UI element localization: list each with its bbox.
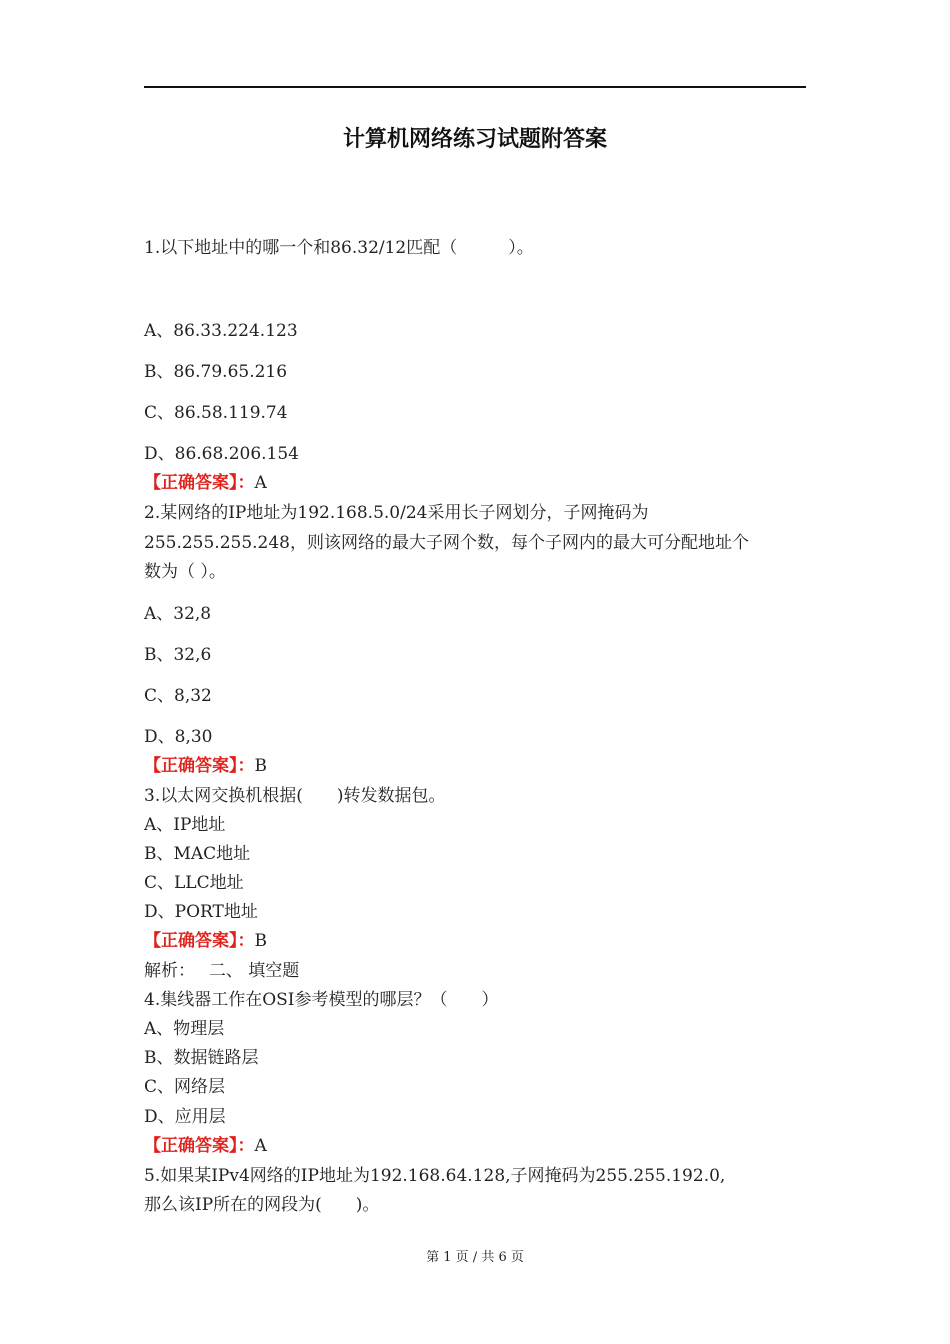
question-1-stem: 1.以下地址中的哪一个和86.32/12匹配（ ）。 (144, 238, 534, 258)
question-2-option-b: B、32,6 (144, 645, 212, 665)
question-2-option-a: A、32,8 (144, 604, 212, 624)
question-4-option-d: D、应用层 (144, 1107, 226, 1127)
question-1-option-a: A、86.33.224.123 (144, 321, 298, 341)
question-5-stem-line-2: 那么该IP所在的网段为( )。 (144, 1195, 380, 1215)
page-footer: 第 1 页 / 共 6 页 (426, 1250, 524, 1265)
question-4-option-a: A、物理层 (144, 1019, 225, 1039)
answer-value: B (254, 756, 267, 776)
question-3-option-b: B、MAC地址 (144, 844, 251, 864)
answer-value: A (254, 1136, 267, 1156)
question-1-option-c: C、86.58.119.74 (144, 403, 288, 423)
question-3-stem: 3.以太网交换机根据( )转发数据包。 (144, 786, 446, 806)
question-5-stem-line-1: 5.如果某IPv4网络的IP地址为192.168.64.128,子网掩码为255.255.192.0, (144, 1166, 726, 1186)
question-2-answer (144, 755, 267, 777)
answer-label: 【正确答案】： (144, 473, 255, 493)
question-2-stem-line-1: 2.某网络的IP地址为192.168.5.0/24采用长子网划分，子网掩码为 (144, 503, 649, 523)
question-4-option-c: C、网络层 (144, 1077, 226, 1097)
question-3-option-a: A、IP地址 (144, 815, 226, 835)
question-3-analysis: 解析： 二、 填空题 (144, 961, 300, 981)
question-3-option-d: D、PORT地址 (144, 902, 258, 922)
question-2-stem-line-2: 255.255.255.248，则该网络的最大子网个数，每个子网内的最大可分配地址个 (144, 533, 750, 553)
header-rule (144, 86, 806, 88)
answer-label: 【正确答案】： (144, 756, 255, 776)
answer-label: 【正确答案】： (144, 931, 255, 951)
question-3-option-c: C、LLC地址 (144, 873, 244, 893)
page-title: 计算机网络练习试题附答案 (342, 126, 607, 152)
question-2-option-c: C、8,32 (144, 686, 212, 706)
question-4-answer (144, 1135, 267, 1157)
answer-value: B (254, 931, 267, 951)
question-1-option-b: B、86.79.65.216 (144, 362, 288, 382)
question-1-option-d: D、86.68.206.154 (144, 444, 300, 464)
question-1-answer (144, 472, 267, 494)
question-2-stem-line-3: 数为（ ）。 (144, 562, 226, 582)
question-2-option-d: D、8,30 (144, 727, 213, 747)
question-4-option-b: B、数据链路层 (144, 1048, 259, 1068)
answer-value: A (254, 473, 267, 493)
question-3-answer (144, 930, 267, 952)
question-4-stem: 4.集线器工作在OSI参考模型的哪层？（ ） (144, 990, 499, 1010)
answer-label: 【正确答案】： (144, 1136, 255, 1156)
